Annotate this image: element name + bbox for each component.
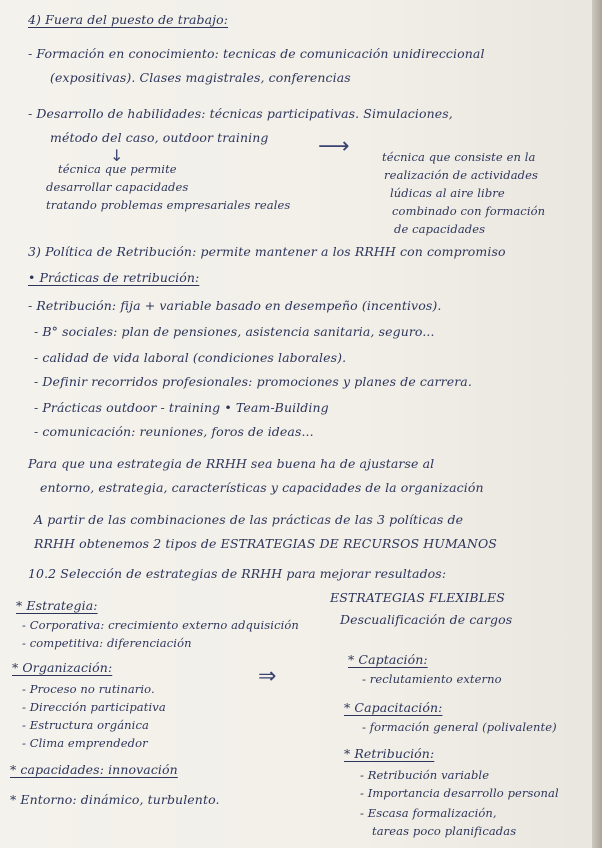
- note-line: combinado con formación: [392, 204, 546, 218]
- note-line: - Retribución variable: [360, 768, 490, 782]
- note-line: - reclutamiento externo: [362, 672, 502, 686]
- note-line: * Estrategia:: [16, 598, 98, 613]
- down-arrow-icon: ↓: [110, 146, 124, 165]
- note-line: técnica que permite: [58, 162, 177, 176]
- note-line: - calidad de vida laboral (condiciones laborales).: [34, 350, 347, 365]
- note-line: * Organización:: [12, 660, 113, 675]
- note-line: técnica que consiste en la: [382, 150, 536, 164]
- note-line: * Captación:: [348, 652, 428, 667]
- note-line: - Escasa formalización,: [360, 806, 497, 820]
- note-line: * Capacitación:: [344, 700, 443, 715]
- right-arrow-icon: ⟶: [318, 134, 350, 159]
- note-line: • Prácticas de retribución:: [28, 270, 200, 285]
- note-line: - Retribución: fija + variable basado en desempeño (incentivos).: [28, 298, 442, 313]
- note-line: método del caso, outdoor training: [50, 130, 269, 145]
- note-line: Descualificación de cargos: [340, 612, 513, 627]
- note-line: realización de actividades: [384, 168, 539, 182]
- note-line: - Desarrollo de habilidades: técnicas participativas. Simulaciones,: [28, 106, 453, 121]
- note-line: desarrollar capacidades: [46, 180, 189, 194]
- section-heading-strategy-selection: 10.2 Selección de estrategias de RRHH para mejorar resultados:: [28, 566, 447, 581]
- note-line: Para que una estrategia de RRHH sea buena ha de ajustarse al: [28, 456, 435, 471]
- note-line: - Proceso no rutinario.: [22, 682, 155, 696]
- note-line: lúdicas al aire libre: [390, 186, 505, 200]
- note-line: - formación general (polivalente): [362, 720, 557, 734]
- note-line: - comunicación: reuniones, foros de ideas...: [34, 424, 314, 439]
- note-line: - competitiva: diferenciación: [22, 636, 192, 650]
- note-line: - Formación en conocimiento: tecnicas de comunicación unidireccional: [28, 46, 485, 61]
- note-line: * Entorno: dinámico, turbulento.: [10, 792, 220, 807]
- double-right-arrow-icon: ⇒: [258, 664, 277, 689]
- note-line: tareas poco planificadas: [372, 824, 517, 838]
- note-line: * Retribución:: [344, 746, 435, 761]
- note-line: A partir de las combinaciones de las prácticas de las 3 políticas de: [34, 512, 464, 527]
- note-line: (expositivas). Clases magistrales, conferencias: [50, 70, 351, 85]
- note-line: de capacidades: [394, 222, 486, 236]
- note-line: - B° sociales: plan de pensiones, asistencia sanitaria, seguro...: [34, 324, 435, 339]
- section-heading-retribution-policy: 3) Política de Retribución: permite mantener a los RRHH con compromiso: [28, 244, 506, 259]
- note-line: entorno, estrategia, características y capacidades de la organización: [40, 480, 484, 495]
- note-line: tratando problemas empresariales reales: [46, 198, 291, 212]
- note-line: - Dirección participativa: [22, 700, 166, 714]
- section-heading-outside-workplace: 4) Fuera del puesto de trabajo:: [28, 12, 229, 27]
- strategy-type-heading: ESTRATEGIAS FLEXIBLES: [330, 590, 505, 605]
- note-line: - Importancia desarrollo personal: [360, 786, 559, 800]
- note-line: - Clima emprendedor: [22, 736, 148, 750]
- note-line: - Corporativa: crecimiento externo adquisición: [22, 618, 299, 632]
- note-line: RRHH obtenemos 2 tipos de ESTRATEGIAS DE RECURSOS HUMANOS: [34, 536, 497, 551]
- note-line: - Prácticas outdoor - training • Team-Building: [34, 400, 329, 415]
- page-edge: [592, 0, 602, 848]
- note-line: - Estructura orgánica: [22, 718, 149, 732]
- note-line: * capacidades: innovación: [10, 762, 178, 777]
- note-line: - Definir recorridos profesionales: promociones y planes de carrera.: [34, 374, 472, 389]
